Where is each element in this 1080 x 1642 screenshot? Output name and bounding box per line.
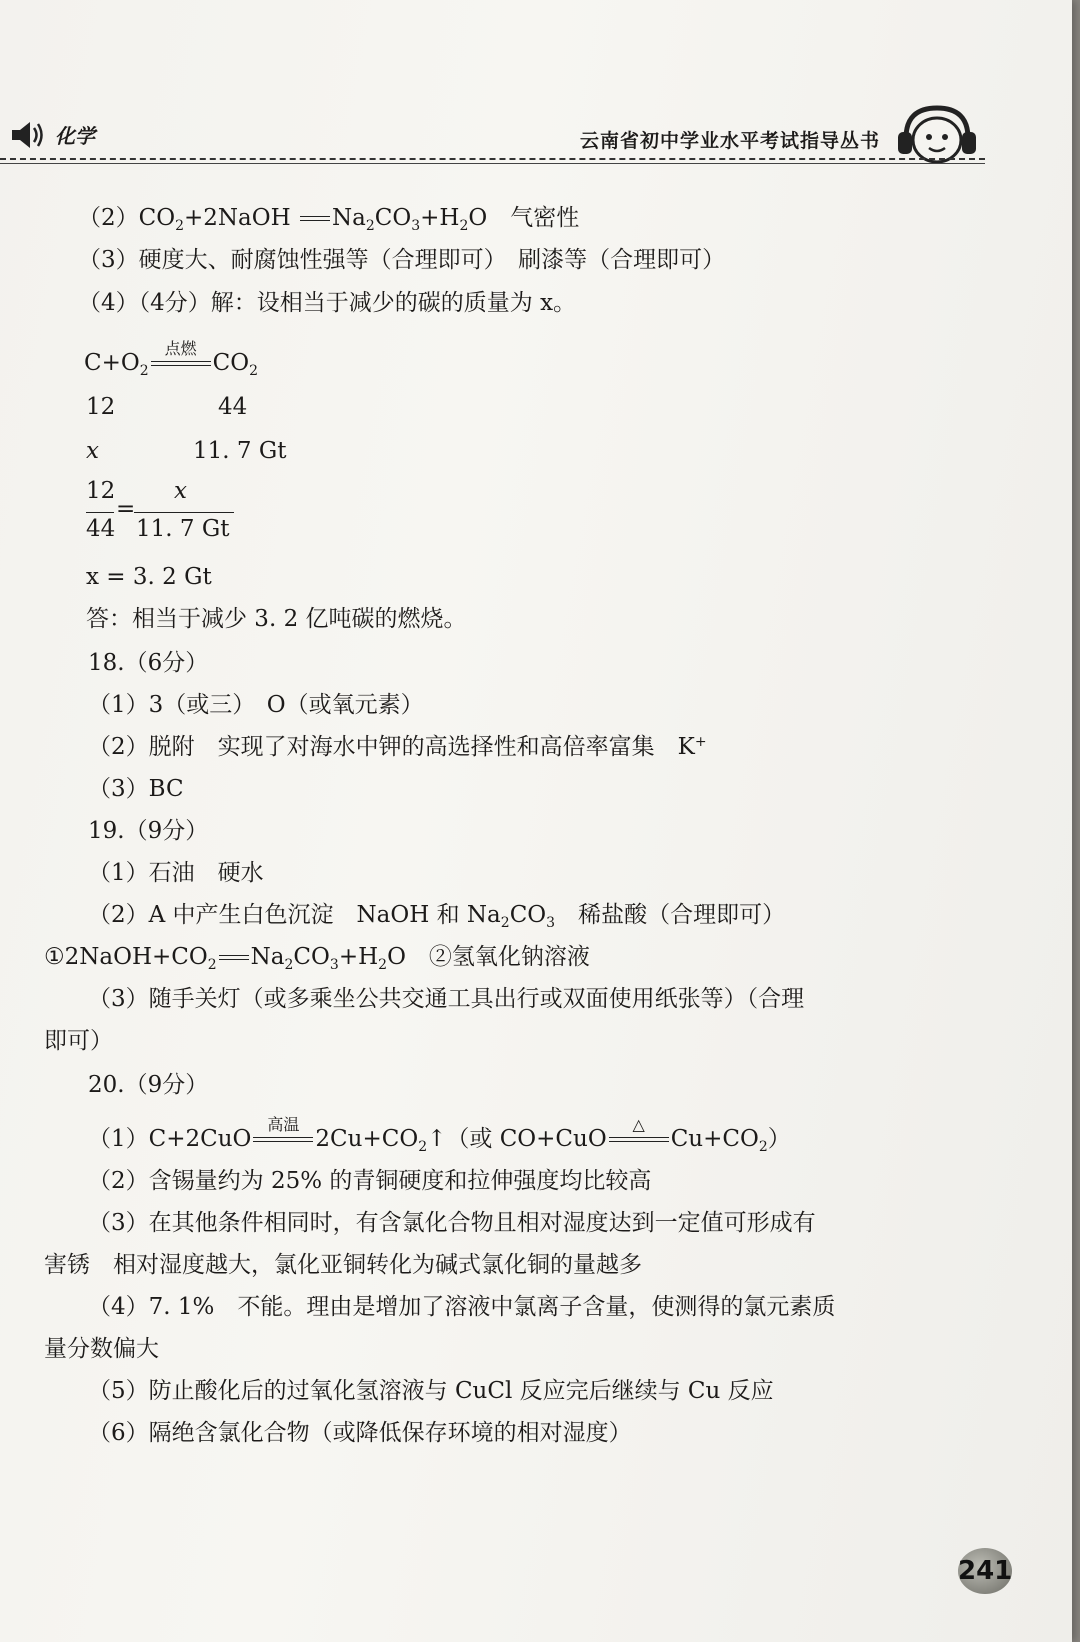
header-series-title: 云南省初中学业水平考试指导丛书 xyxy=(580,130,881,152)
given-mass: 11. 7 Gt xyxy=(193,438,287,464)
answer-19-1: （1）石油 硬水 xyxy=(88,860,264,886)
header-dashed-rule xyxy=(0,158,985,160)
result-x: x = 3. 2 Gt xyxy=(86,564,212,590)
answer-20-5: （5）防止酸化后的过氧化氢溶液与 CuCl 反应完后继续与 Cu 反应 xyxy=(88,1378,774,1404)
answer-20-4-line2: 量分数偏大 xyxy=(44,1336,159,1362)
answer-17-3: （3）硬度大、耐腐蚀性强等（合理即可） 刷漆等（合理即可） xyxy=(78,247,726,273)
answer-17-2: $(2)CO_2+2NaOH$ $Na_2CO_3+H_2O$ 气密性 xyxy=(78,205,580,234)
molar-mass-co2: 44 xyxy=(218,394,248,420)
molar-mass-c: 12 xyxy=(86,394,116,420)
answer-18-1: （1）3（或三） O（或氧元素） xyxy=(88,692,424,718)
answer-19-2: （2）A 中产生白色沉淀 NaOH 和 $Na_2CO_3$ 稀盐酸（合理即可） xyxy=(88,902,786,931)
header-solid-rule xyxy=(0,163,985,164)
answer-20-1: （1）C+2CuO 高温 $2Cu+CO_2↑$（或 CO+CuO △ $Cu+CO_2$） xyxy=(88,1115,791,1155)
unknown-x: x xyxy=(86,438,99,464)
proportion-equation: 12 44 = x 11. 7 Gt xyxy=(86,478,236,548)
answer-18-2: （2）脱附 实现了对海水中钾的高选择性和高倍率富集 K+ xyxy=(88,734,707,760)
header-subject: 化学 xyxy=(55,124,95,148)
page-header xyxy=(0,110,1000,180)
question-20-heading: 20.（9分） xyxy=(88,1072,209,1098)
answer-20-4-line1: （4）7. 1% 不能。理由是增加了溶液中氯离子含量，使测得的氯元素质 xyxy=(88,1294,836,1320)
combustion-equation: $C+O_2$ 点燃 $CO_2$ xyxy=(84,339,259,379)
answer-19-3-line1: （3）随手关灯（或多乘坐公共交通工具出行或双面使用纸张等）（合理 xyxy=(88,986,805,1012)
speaker-icon xyxy=(10,118,50,152)
answer-20-3-line1: （3）在其他条件相同时，有含氯化合物且相对湿度达到一定值可形成有 xyxy=(88,1210,816,1236)
answer-18-3: （3）BC xyxy=(88,776,184,802)
question-19-heading: 19.（9分） xyxy=(88,818,209,844)
answer-20-3-line2: 害锈 相对湿度越大，氯化亚铜转化为碱式氯化铜的量越多 xyxy=(44,1252,642,1278)
question-18-heading: 18.（6分） xyxy=(88,650,209,676)
answer-20-6: （6）隔绝含氯化合物（或降低保存环境的相对湿度） xyxy=(88,1420,632,1446)
answer-19-3-line2: 即可） xyxy=(44,1028,113,1054)
answer-17-4-intro: （4）（4分）解：设相当于减少的碳的质量为 x。 xyxy=(78,290,577,316)
answer-statement: 答：相当于减少 3. 2 亿吨碳的燃烧。 xyxy=(86,606,467,632)
page-number-badge: 241 xyxy=(958,1548,1012,1594)
answer-20-2: （2）含锡量约为 25% 的青铜硬度和拉伸强度均比较高 xyxy=(88,1168,652,1194)
answer-19-equation: $①2NaOH+CO_2$ $Na_2CO_3+H_2O$ ②氢氧化钠溶液 xyxy=(44,944,590,973)
